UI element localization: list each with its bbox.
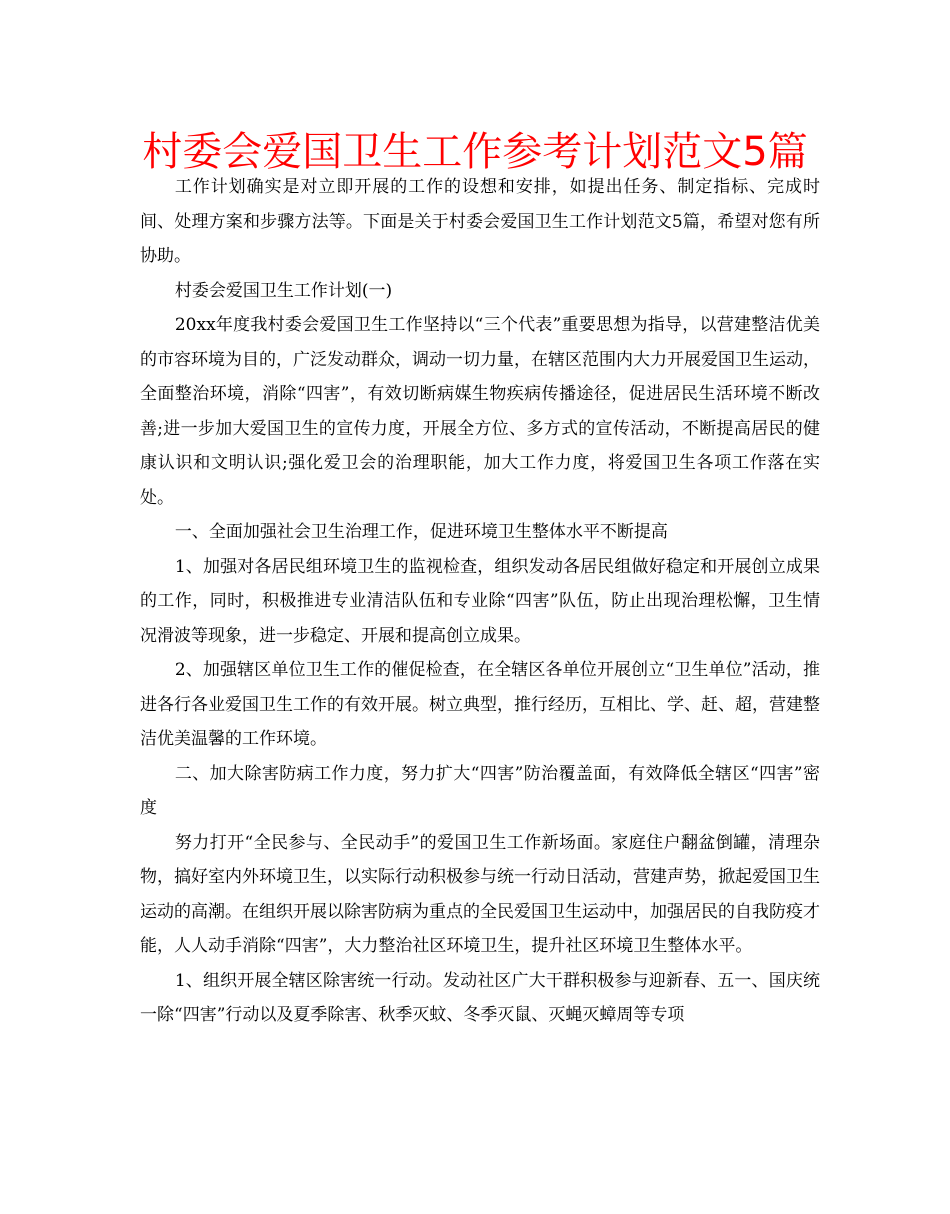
paragraph-overview: 20xx年度我村委会爱国卫生工作坚持以“三个代表”重要思想为指导，以营建整洁优美的市容环境为目的，广泛发动群众，调动一切力量，在辖区范围内大力开展爱国卫生运动，全面整治环境，消除“四害”，有效切断病媒生物疾病传播途径，促进居民生活环境不断改善;进一步加大爱国卫生的宣传力度，开展全方位、多方式的宣传活动，不断提高居民的健康认识和文明认识;强化爱卫会的治理职能，加大工作力度，将爱国卫生各项工作落在实处。 (140, 315, 820, 508)
document-body (140, 170, 820, 1033)
paragraph-heading-2: 二、加大除害防病工作力度，努力扩大“四害”防治覆盖面，有效降低全辖区“四害”密度 (140, 763, 820, 818)
paragraph-intro: 工作计划确实是对立即开展的工作的设想和安排，如提出任务、制定指标、完成时间、处理方案和步骤方法等。下面是关于村委会爱国卫生工作计划范文5篇，希望对您有所协助。 (140, 177, 820, 266)
paragraph-section-heading: 村委会爱国卫生工作计划(一) (174, 280, 393, 301)
document-title: 村委会爱国卫生工作参考计划范文5篇 (142, 129, 808, 175)
paragraph-item-2-1: 1、组织开展全辖区除害统一行动。发动社区广大干群积极参与迎新春、五一、国庆统一除“四害”行动以及夏季除害、秋季灭蚊、冬季灭鼠、灭蝇灭蟑周等专项 (140, 970, 820, 1025)
paragraph-heading-1: 一、全面加强社会卫生治理工作，促进环境卫生整体水平不断提高 (174, 522, 668, 542)
paragraph-item-1-2: 2、加强辖区单位卫生工作的催促检查，在全辖区各单位开展创立“卫生单位”活动，推进各行各业爱国卫生工作的有效开展。树立典型，推行经历，互相比、学、赶、超，营建整洁优美温馨的工作环境。 (140, 660, 820, 749)
paragraph-body-2: 努力打开“全民参与、全民动手”的爱国卫生工作新场面。家庭住户翻盆倒罐，清理杂物，搞好室内外环境卫生，以实际行动积极参与统一行动日活动，营建声势，掀起爱国卫生运动的高潮。在组织开展以除害防病为重点的全民爱国卫生运动中，加强居民的自我防疫才能，人人动手消除“四害”，大力整治社区环境卫生，提升社区环境卫生整体水平。 (140, 832, 820, 956)
paragraph-item-1-1: 1、加强对各居民组环境卫生的监视检查，组织发动各居民组做好稳定和开展创立成果的工作，同时，积极推进专业清洁队伍和专业除“四害”队伍，防止出现治理松懈，卫生情况滑波等现象，进一步稳定、开展和提高创立成果。 (140, 556, 820, 646)
